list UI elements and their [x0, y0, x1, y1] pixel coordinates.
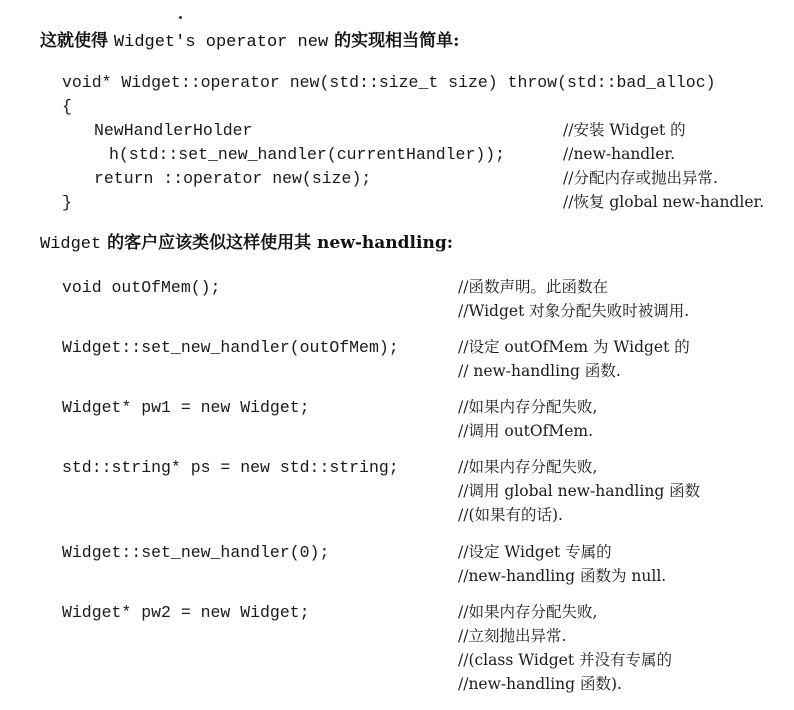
intro-code: Widget's operator new: [113, 33, 329, 52]
usage-comment-5-1: //立刻抛出异常.: [458, 627, 567, 645]
usage-comment-5-0: //如果内存分配失败,: [458, 603, 598, 621]
usage-comment-3-0: //如果内存分配失败,: [458, 458, 598, 476]
usage-comment-4-1: //new-handling 函数为 null.: [458, 567, 667, 585]
impl-line-3: return ::operator new(size);: [94, 169, 372, 188]
usage-code-5: Widget* pw2 = new Widget;: [62, 603, 310, 622]
usage-comment-3-1: //调用 global new-handling 函数: [458, 482, 701, 500]
usage-intro-post: 的客户应该类似这样使用其 new-handling:: [101, 233, 453, 253]
impl-line-2: h(std::set_new_handler(currentHandler));: [109, 145, 506, 164]
usage-comment-0-1: //Widget 对象分配失败时被调用.: [458, 302, 690, 320]
usage-comment-5-3: //new-handling 函数).: [458, 675, 622, 693]
usage-code-3: std::string* ps = new std::string;: [62, 458, 399, 477]
stray-dot: [179, 16, 182, 19]
usage-code-1: Widget::set_new_handler(outOfMem);: [62, 338, 399, 357]
usage-comment-4-0: //设定 Widget 专属的: [458, 543, 612, 561]
intro-post: 的实现相当简单:: [328, 31, 460, 51]
usage-code-4: Widget::set_new_handler(0);: [62, 543, 330, 562]
usage-comment-1-0: //设定 outOfMem 为 Widget 的: [458, 338, 690, 356]
impl-close-brace: }: [62, 193, 72, 212]
impl-comment-2: //new-handler.: [563, 145, 675, 163]
usage-intro-sentence: [40, 235, 453, 253]
impl-comment-4: //恢复 global new-handler.: [563, 193, 765, 211]
usage-comment-0-0: //函数声明。此函数在: [458, 278, 608, 296]
usage-code-0: void outOfMem();: [62, 278, 221, 297]
usage-comment-3-2: //(如果有的话).: [458, 506, 563, 524]
impl-comment-3: //分配内存或抛出异常.: [563, 169, 718, 187]
usage-intro-code: Widget: [40, 235, 102, 254]
usage-code-2: Widget* pw1 = new Widget;: [62, 398, 310, 417]
intro-sentence: [40, 33, 459, 51]
intro-pre: 这就使得: [40, 31, 114, 51]
impl-line-1: NewHandlerHolder: [94, 121, 253, 140]
usage-comment-5-2: //(class Widget 并没有专属的: [458, 651, 672, 669]
usage-comment-2-1: //调用 outOfMem.: [458, 422, 594, 440]
usage-comment-1-1: // new-handling 函数.: [458, 362, 621, 380]
impl-comment-1: //安装 Widget 的: [563, 121, 686, 139]
impl-open-brace: {: [62, 97, 72, 116]
impl-signature: void* Widget::operator new(std::size_t size) throw(std::bad_alloc): [62, 73, 716, 92]
usage-comment-2-0: //如果内存分配失败,: [458, 398, 598, 416]
